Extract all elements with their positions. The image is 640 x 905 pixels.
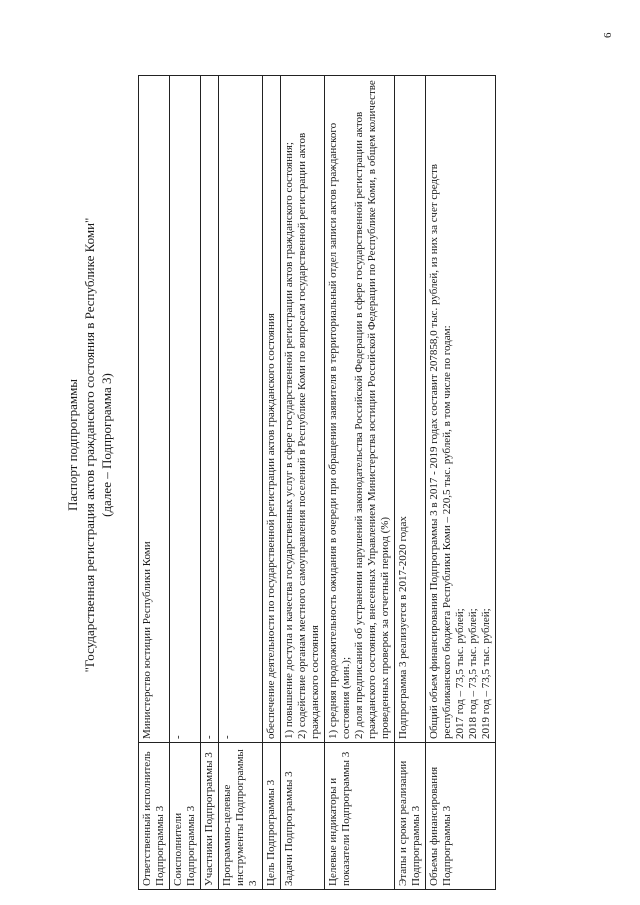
row-value [281,76,325,743]
heading-line-3: (далее – Подпрограмма 3) [99,373,114,517]
rotated-page-content [50,10,614,886]
row-value-line: - [172,735,184,739]
row-value-line: Общий объем финансирования Подпрограммы 3 в 2017 - 2019 годах составит 207858,0 тыс. рублей, из них за счет средств республиканского бюджета Республики Коми – 220,5 тыс. рублей, в том числе по годам: [428,163,453,739]
row-value-line: обеспечение деятельности по государственной регистрации актов гражданского состояния [265,313,277,739]
table-row [395,76,426,890]
row-value [395,76,426,743]
row-value [170,76,201,743]
table-row [325,76,395,890]
table-row [170,76,201,890]
table-row [281,76,325,890]
row-label: Задачи Подпрограммы 3 [281,743,325,890]
heading-line-1: Паспорт подпрограммы [65,378,80,512]
row-value-line: 2) содействие органам местного самоуправления поселений в Республике Коми по вопросам государственной регистрации актов гражданского состояния [296,132,321,739]
row-value [426,76,496,743]
row-value-line: 1) повышение доступа и качества государственных услуг в сфере государственной регистрации актов гражданского состояния; [283,142,295,739]
row-value-line: 1) средняя продолжительность ожидания в очереди при обращении заявителя в территориальный отдел записи актов гражданского состояния (мин.); [327,122,352,739]
row-value-line: 2) доля предписаний об устранении нарушений законодательства Российской Федерации в сфере государственной регистрации актов гражданского состояния, внесенных Управлением Министерства юстиции Российской Федерации по Республике Коми, в общем количестве проведенных проверок за отчетный период (%) [353,80,391,739]
row-value-line: 2017 год – 73,5 тыс. рублей; [454,608,466,739]
table-row [201,76,219,890]
table-row [139,76,170,890]
row-value [325,76,395,743]
table-row [426,76,496,890]
row-label: Ответственный исполнитель Подпрограммы 3 [139,743,170,890]
table-row [219,76,263,890]
row-value [139,76,170,743]
row-value-line: Подпрограмма 3 реализуется в 2017-2020 годах [397,516,409,739]
heading-line-2: "Государственная регистрация актов гражданского состояния в Республике Коми" [82,217,97,673]
row-label: Соисполнители Подпрограммы 3 [170,743,201,890]
table-row [263,76,281,890]
row-label: Цель Подпрограммы 3 [263,743,281,890]
row-value [263,76,281,743]
row-value-line: 2018 год – 73,5 тыс. рублей; [467,608,479,739]
passport-table [138,75,496,890]
row-label: Целевые индикаторы и показатели Подпрограммы 3 [325,743,395,890]
row-value-line: - [203,735,215,739]
row-value-line: Министерство юстиции Республики Коми [141,541,153,739]
row-value-line: 2019 год – 73,5 тыс. рублей; [480,608,492,739]
page-number: 6 [602,32,614,38]
row-value-line: - [221,735,233,739]
row-label: Программно-целевые инструменты Подпрограммы 3 [219,743,263,890]
row-value [219,76,263,743]
row-label: Участники Подпрограммы 3 [201,743,219,890]
row-label: Этапы и сроки реализации Подпрограммы 3 [395,743,426,890]
row-value [201,76,219,743]
row-label: Объемы финансирования Подпрограммы 3 [426,743,496,890]
